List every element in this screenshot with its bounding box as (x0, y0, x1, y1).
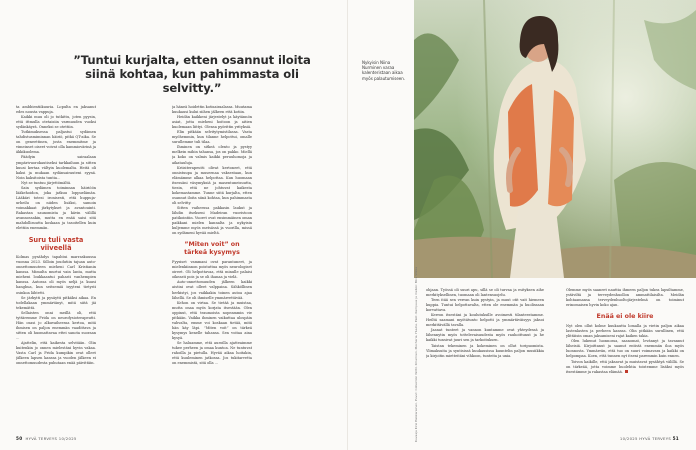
paragraph: Ajattelin, että kaikesta selvitään. Olin kuitenkin jo onnen mielestäni hyvin vakaa. Vasta Carl ja Frida kumpikin ovat olleet jälkeen lapsen kanssa ja vuoden jälkeen ei onnettomuudesta puhutaan enää päivittäin. (16, 340, 96, 366)
portrait-photo-illustration (414, 0, 696, 278)
photo-caption: Nykyisin Niina Nurminen varaa kalenteristaan aikaa myös palautumiseen. (362, 60, 406, 81)
paragraph: ta ambbientiikuuria. Lopulta en jaksanut edes nousta vappuja. (16, 105, 96, 115)
paragraph: Päädyin sairaalaan ympärivuorokautiseksi tarkkailuun ja sitten kuusi kertaa vältyin kuolemalta. Heitä oli kaksi ja mukaan sydänsairauteni syynä. Noin kaksitoista tuntia... (16, 155, 96, 180)
left-column-1 (16, 105, 96, 435)
paragraph: Kolmas pysähdys tapahtui marraskuussa vuonna 2023. Silloin joudutiin tajuan auto-onnettomuuteen mieheni Carl Kristianin kanssa. Mimulta murtui vain lanta, mutta mieheni loukkaantui pahasti vanhempien kanssa. Autossa oli myös neljä ja kuusi hanghua, kun seitsemiä isyyteni tietysti osinkoa lähtetti. (16, 255, 96, 295)
left-column-2-body (172, 105, 252, 236)
paragraph: Ihminen on sitkeä olento ja pystyy melkein mihin tahansa, jos on pakko. Miellä ja koko on valmis kaikki peruuhomoja ja aikatauluja. (172, 145, 252, 165)
paragraph: Teen itää sen verran kuin pystyin, ja muut otit vait hiemeen kuppia. Tuntui helpottavalta, etten ole enemmän ja huolissaan korvattava. (426, 298, 544, 313)
page-number-left: 50 (16, 436, 23, 441)
left-column-2-body-b (172, 260, 252, 366)
right-column-2-body (566, 288, 684, 308)
paragraph: Se haluamme, että auroilla ajatteaimme tukee perheen ja omaa kuntoa. Ne tuntuvat rahoilla ja pietulla. Hyvää aikaa hoitakin, että kuuleminen jatkossa. Jos tukitarvetta on enemmistä, sitä olla ... (172, 340, 252, 366)
paragraph: Kehon on virtaa. Se tietää ja muistaa, mutta onaa myös korjata itsestään. Olen oppinut, että traumoista nopeammin vie pitkään. Vaikka ihminen vaikuttaa ulospäin vahvalta, emme voi koskaan tietää, mitä hän käy läpi. ”Miten voit” on tärkeä kysymys kenelle tahansa. Sen voitaa aina kysyä. (172, 300, 252, 340)
left-column-2 (172, 105, 252, 435)
paragraph: Jaanat tunteet ja vannon kuntamme ovat yhteydessä ja lähennytin myös tottelevaisuudesta myös rauhoittunut ja he kaikki tunsivat juuri sen ja tarkoituksen. (426, 328, 544, 343)
right-column-1 (426, 288, 544, 438)
paragraph: ohjaan. Työssä oli suuri apu, sillä se oli turvaa ja esityksen aihe merkityksellinen, tuomaan oli lantensuojelu. (426, 288, 544, 298)
magazine-name-left: HYVÄ TERVEYS 10/2025 (25, 436, 77, 441)
paragraph: Toivon kaikille, että jaksavat ja muistavat pysähtyä välillä. Se on tärkeää, jotta voimme huolehtia toistemme lisäksi myös itsestämme ja rakastaa elämää. (566, 359, 684, 374)
paragraph: Nyt se tuntuu järjettömältä. (21, 180, 72, 185)
photo-credit-text: Kuvaaja Kirsi Hakkarainen, Puvut: Collection Wiltil, Ilmarinen, Mocherie, Huuhe, Ekot. Kampaus ja meikki: Mira Vilkka (414, 266, 418, 442)
right-column-2-body-b (566, 324, 684, 374)
paragraph: Elin pitkään selvitytymistilassa. Vasta myöhemmin, kun tilanne helpottui, omalle surullemme tuli tilaa. (172, 130, 252, 145)
paragraph: Sain sydämen toiminnan häiriöön lääkehoidon, joka jatkuu loppuelämän. Lääkäri totesi ironisesti, että huppuja- urheilu on niiden lisäksi, samoin voimakkaat järkytykset ja avantouinti. Rakastan saunomista ja kävin välillä avannossakin, mutta en enää saisi sitä mahdollisuutta koskaan ja tasoitellen kuin elettiin enemmän. (16, 185, 96, 231)
folio-left (16, 436, 77, 441)
left-column-1-body (16, 105, 96, 231)
paragraph: Auto-onnettomuuden jälkeen kaikki aistini ovat olleet valppaina. Sähköllinen herkistyi, jos vaikkakin toinen autoa ajaa lähellä. Se oli ihmiselle ymmärrettävää. (172, 280, 252, 300)
magazine-name-right: 10/2025 HYVÄ TERVEYS (619, 436, 672, 441)
paragraph: Sitten vaiheessa pakkasin laukut ja lähdin itsekseni Madeiran vuoristoon patikointiin. Vuoret ovat ensimmäinen oman paikkani mielen kannalta ja nykyisin kuljemme myös metsässä ja vuorilla, missä on sydämeni hyvää mieltä. (172, 205, 252, 236)
portrait-photo (414, 0, 696, 278)
left-column-1-body-b (16, 255, 96, 366)
paragraph: Kriisiterapeutti olivat kertoneet, että onnistuupa ja museenaa vaksestaan, kun elämämme alkaa helpottaa. Kun huomaan itsessäni väsymyksiä ja masentuneisuutta, tiesin, että ne johtuvat kaikesta kokemastamme. Tunne siitä kurjalta, etten osannut iloita siinä kohtaa, kun pahimmasta oli selvitty. (172, 165, 252, 205)
paragraph: Se järkytti ja pysäytti pitkäksi aikaa. En todellakaan ymmärtänyt, mitä siitä jäi tekemättä. (16, 295, 96, 310)
pull-quote: ”Tuntui kurjalta, etten osannut iloita siinä kohtaa, kun pahimmasta oli selvitty.” (73, 53, 311, 95)
section-heading-ei-kiire: Enää ei ole kiire (596, 313, 654, 321)
paragraph: Olemme myös saaneet nauttia ihmeen paljon tukea lapsiltamme, ystäviltä ja terveydenhuollon ammattilaisilta. Meidän kohtaamansa terveydenhuoltojärjestelmä on toiminut erinomaisen hyvin koko ajan. (566, 288, 684, 308)
paragraph: Kerron itsestäni ja koulutuksille avoimesti tilanteestamme. Heiltä saamani myötätunto helpotti ja ymmärtäväisyys jaksoi merkittävällä tavalla. (426, 313, 544, 328)
paragraph: Olen lukenut luonnossa, saanomat, levännyt ja tavannut läheisiä. Kirjoittanut ja saanut entistä enemmän iloa myös luonnosta. Ymmärrän, että tuo on suuri voimavara ja kaikki on helpompaa. Koen, että tunnen nyt itseni paremmin kuin ennen. (566, 339, 684, 359)
right-column-1-body (426, 288, 544, 359)
photo-credit (414, 266, 418, 442)
paragraph: Kaikki muu oli jo tutkittu, joten pyysin, että ittmulla otetaisiin varmuuden vuoksi sydänkäyrä. Onneksi se otettiin. (16, 115, 96, 130)
paragraph: Sellaisten onni meillä oli, että tyttäremme Frida on neurofysioterapeutti. Hän osasi jo alkuvaiheessa kertoa, mitä ihmisen on paljon enemmän vaadittava ja sitten oli huomattavaa ettei sanota suoraan ... (16, 310, 96, 340)
paragraph: Heidän kaikkeni järjestelyt ja käytännön asiat, jotta mieheni hoitoon ja aitien kuolemaan liittyi. Olensa pyörittin yrityksiä. (172, 115, 252, 130)
paragraph: Nyt olen ollut kolme kuukautta lomalla ja vietin paljon aikaa lastenlasten ja perheen kanssa. Olin pitkään surullinen, että ylittäisin oman jaksamiseni rajat kaiken takia. (566, 324, 684, 339)
right-column-2 (566, 288, 684, 438)
paragraph: ja häneä hoidettin kotisairaalassa. Muutama kuukausi kului siihen jälkeen että kotiin. (172, 105, 252, 115)
paragraph: Tutkimuksessa paljastui sydämen tahdistusmiminnan häiriö, pitkä QT-aika. Se on geneettinen, josta enemmitme ja vimeinset oiseet voivat olla kammiovärinä ja äkkikuolema. (16, 130, 96, 155)
paragraph: Taistan tekeminen ja kokeminen on ollut toripuomista. Ylimaksuita ja syntisissä kuukausissa kuuntelin paljon musiikkia ja kirjoitin mietteitäni vihkoon, tunteita ja unia. (426, 343, 544, 358)
section-heading-suru: Suru tuli vasta viiveellä (28, 236, 84, 253)
paragraph: Fyysiset vammani ovat parantuneet, ja mielenkiinnon poistuttua myös neurologiset oireet. Oli helpottavaa, että minulle palaisi oikeasti pois ja se oli ihanaa ja vielä. (172, 260, 252, 280)
section-heading-miten-voit: ”Miten voit” on tärkeä kysymys (184, 241, 240, 257)
page-number-right: 51 (672, 436, 679, 441)
folio-right (620, 436, 682, 441)
end-mark-icon (625, 370, 628, 373)
